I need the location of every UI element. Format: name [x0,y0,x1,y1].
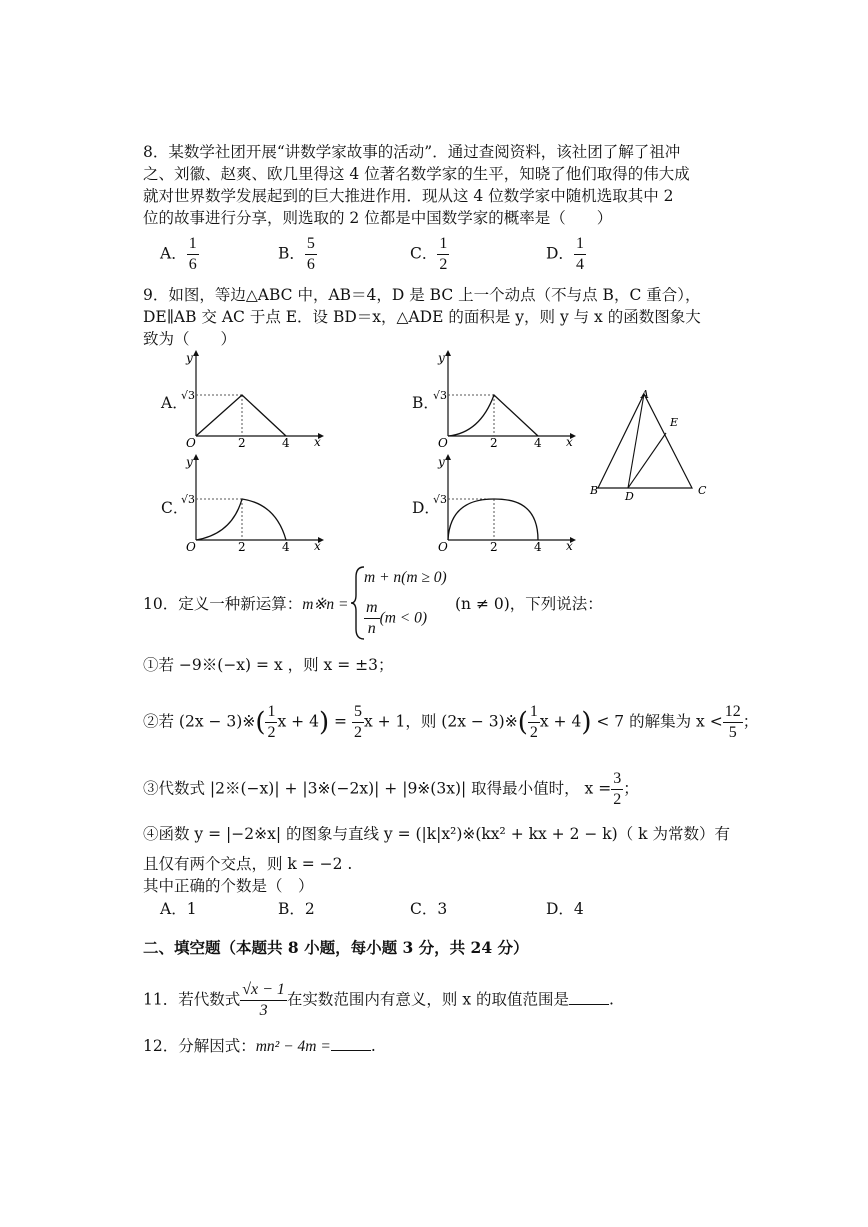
q10-statement-4-line2: 且仅有两个交点，则 k = −2 . [143,855,353,873]
point-b-label: B [590,484,599,497]
q12: 12．分解因式：mn² − 4m = . [143,1037,376,1055]
tick-4: 4 [282,540,290,552]
tick-2: 2 [238,540,246,552]
axis-y-label: y [186,455,193,469]
q10-option-a: A．1 [160,900,197,918]
q8-option-c: C． $\frac{1}{2}$ [410,235,448,273]
point-d-label: D [625,490,634,503]
q9-line1: 9．如图，等边△ABC 中，AB＝4，D 是 BC 上一个动点（不与点 B，C 重合）， [143,286,701,304]
tick-2: 2 [490,436,498,448]
q8-line2: 之、刘徽、赵爽、欧几里得这 4 位著名数学家的生平，知晓了他们取得的伟大成 [143,165,690,183]
q9-option-a-label: A． [161,394,188,412]
tick-4: 4 [282,436,290,448]
q9-line3: 致为（ ） [143,330,237,348]
q10-option-c: C．3 [410,900,448,918]
axis-y-label: y [438,455,445,469]
tick-2: 2 [238,436,246,448]
graph-d [432,452,582,552]
q10-case2: $\frac{m}{n}$ (m < 0) [366,599,428,637]
point-e-label: E [670,416,679,429]
q10-option-b: B．2 [278,900,315,918]
q10-statement-3: ③代数式 |2※(−x)| + |3※(−2x)| + |9※(3x)| 取得最小值时， x = $\frac{3}{2}$ ； [143,770,639,808]
point-a-label: A [641,388,649,401]
q10-statement-4-line1: ④函数 y = |−2※x| 的图象与直线 y = (|k|x²)※(kx² + kx + 2 − k)（ k 为常数）有 [143,825,730,843]
q8-line3: 就对世界数学发展起到的巨大推进作用．现从这 4 位数学家中随机选取其中 2 [143,187,674,205]
tick-4: 4 [534,436,542,448]
axis-x-label: x [314,539,321,552]
q10-case1: m + n(m ≥ 0) [364,569,447,586]
sqrt3-label: √3 [433,389,448,402]
origin-label: O [186,540,196,552]
axis-x-label: x [314,435,321,448]
q10-option-d: D．4 [546,900,584,918]
q10-statement-2: ②若 (2x − 3)※( $\frac{1}{2}$ x + 4) = $\frac{5}{2}$ x + 1，则 (2x − 3)※( $\frac{1}{2}$ x + 4) < 7 的解集为 x < $\frac{12}{5}$ ； [143,703,759,741]
q9-line2: DE∥AB 交 AC 于点 E．设 BD＝x，△ADE 的面积是 y，则 y 与 x 的函数图象大 [143,308,701,326]
q8-option-a: A． $\frac{1}{6}$ [160,235,197,273]
point-c-label: C [698,484,707,497]
q11: 11．若代数式 $\frac{√x - 1}{3}$ 在实数范围内有意义，则 x 的取值范围是 . [143,981,614,1019]
origin-label: O [186,436,196,448]
sqrt3-label: √3 [181,389,196,402]
graph-a [180,348,330,448]
origin-label: O [438,436,448,448]
q10-condition: (n ≠ 0)，下列说法： [455,595,603,613]
sqrt3-label: √3 [181,493,196,506]
origin-label: O [438,540,448,552]
q8-line4: 位的故事进行分享，则选取的 2 位都是中国数学家的概率是（ ） [143,209,613,227]
q8-option-b: B． $\frac{5}{6}$ [278,235,315,273]
graph-c [180,452,330,552]
graph-b [432,348,582,448]
q10-intro: 10．定义一种新运算：m※n = [143,595,349,613]
q8-line1: 8．某数学社团开展“讲数学家故事的活动”．通过查阅资料，该社团了解了祖冲 [143,143,681,161]
q8-option-d: D． $\frac{1}{4}$ [546,235,584,273]
q11-answer-blank[interactable] [569,990,609,1005]
q9-option-c-label: C． [161,499,189,517]
axis-x-label: x [566,435,573,448]
q10-ask: 其中正确的个数是（ ） [143,877,314,895]
axis-y-label: y [186,351,193,365]
axis-y-label: y [438,351,445,365]
axis-x-label: x [566,539,573,552]
q9-option-d-label: D． [412,499,440,517]
section-2-heading: 二、填空题（本题共 8 小题，每小题 3 分，共 24 分） [143,938,529,957]
q9-option-b-label: B． [412,394,439,412]
q12-answer-blank[interactable] [331,1036,371,1051]
tick-2: 2 [490,540,498,552]
q10-statement-1: ①若 −9※(−x) = x ，则 x = ±3； [143,656,394,674]
sqrt3-label: √3 [433,493,448,506]
tick-4: 4 [534,540,542,552]
triangle-figure [588,388,716,504]
